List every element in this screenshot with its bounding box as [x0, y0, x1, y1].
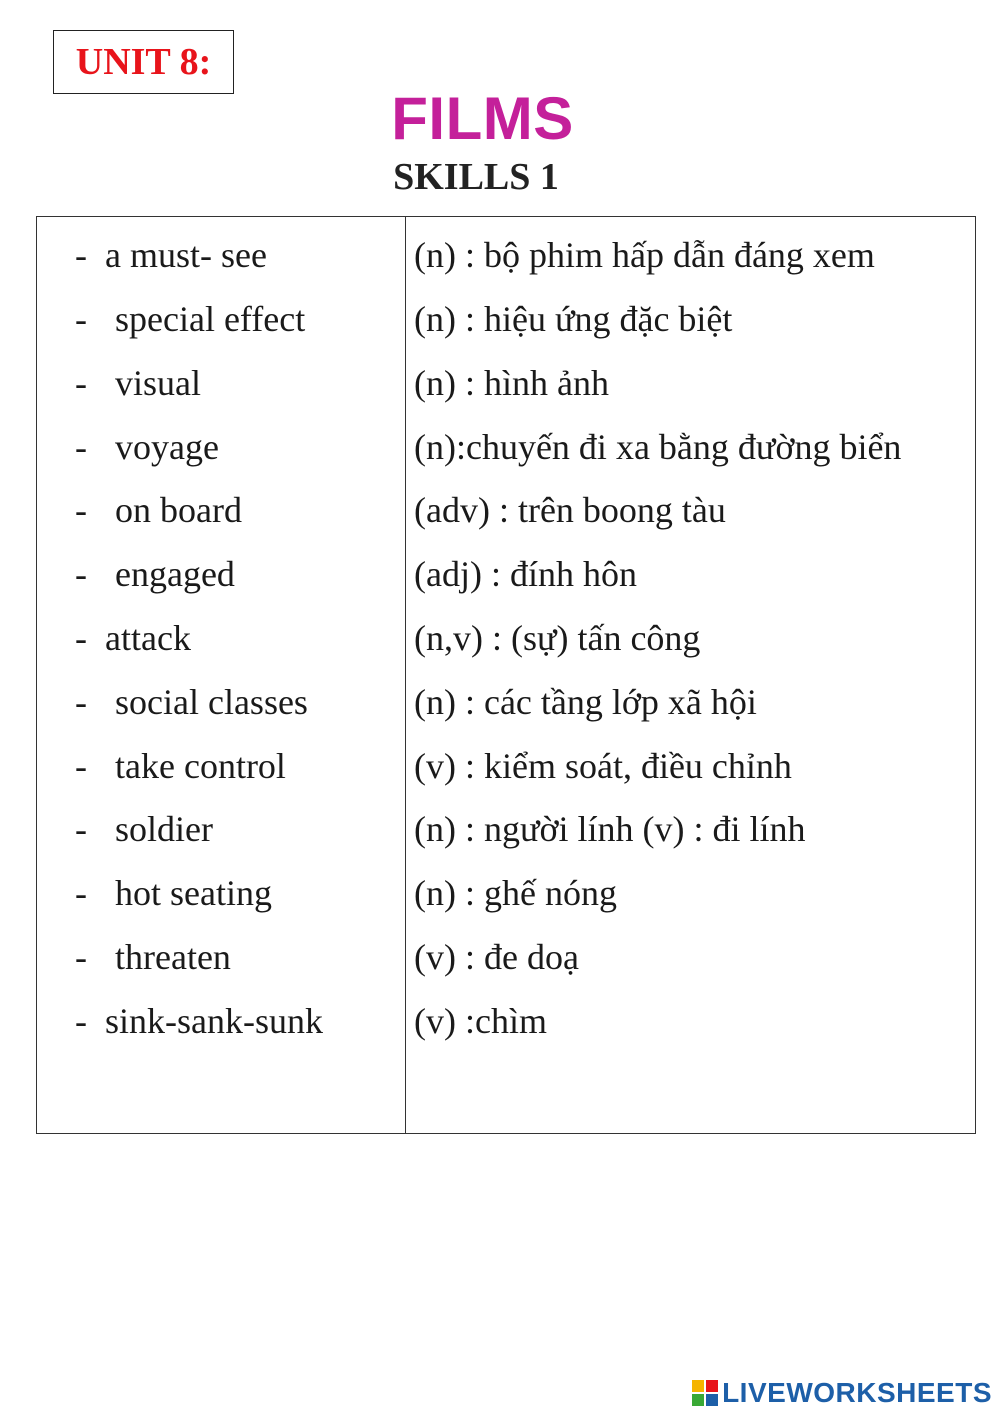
vocab-row [37, 429, 975, 493]
vocab-meaning: (v) : kiểm soát, điều chỉnh [414, 746, 792, 786]
vocab-meaning: (n) : hiệu ứng đặc biệt [414, 299, 733, 339]
vocab-meaning: (n) : ghế nóng [414, 873, 617, 913]
vocab-term: - sink-sank-sunk [75, 1001, 323, 1041]
vocab-term: - engaged [75, 554, 235, 594]
footer-brand: LIVEWORKSHEETS [722, 1377, 992, 1408]
vocab-row [37, 301, 975, 365]
vocab-row [37, 811, 975, 875]
vocab-row [37, 492, 975, 556]
vocab-term: - hot seating [75, 873, 272, 913]
vocab-meaning: (n) : hình ảnh [414, 363, 609, 403]
vocab-meaning: (n,v) : (sự) tấn công [414, 618, 701, 658]
vocab-row [37, 1003, 975, 1067]
vocab-term: - social classes [75, 682, 308, 722]
vocab-row [37, 748, 975, 812]
vocab-row [37, 237, 975, 301]
vocab-meaning: (adv) : trên boong tàu [414, 490, 726, 530]
vocab-term: - voyage [75, 427, 219, 467]
vocab-row [37, 365, 975, 429]
vocab-meaning: (v) :chìm [414, 1001, 547, 1041]
vocabulary-table [36, 216, 976, 1134]
vocab-meaning: (n) : bộ phim hấp dẫn đáng xem [414, 235, 875, 275]
vocab-row [37, 620, 975, 684]
vocab-meaning: (adj) : đính hôn [414, 554, 637, 594]
vocab-term: - special effect [75, 299, 306, 339]
vocab-row [37, 875, 975, 939]
vocab-term: - visual [75, 363, 201, 403]
liveworksheets-logo-icon [692, 1380, 718, 1406]
vocab-row [37, 939, 975, 1003]
page-subtitle: SKILLS 1 [393, 156, 559, 198]
vocab-meaning: (v) : đe doạ [414, 937, 579, 977]
vocab-row [37, 556, 975, 620]
vocab-term: - soldier [75, 809, 213, 849]
vocab-term: - attack [75, 618, 191, 658]
vocab-term: - on board [75, 490, 242, 530]
vocab-row [37, 684, 975, 748]
vocab-term: - a must- see [75, 235, 267, 275]
vocab-meaning: (n):chuyến đi xa bằng đường biển [414, 427, 902, 467]
vocab-meaning: (n) : các tầng lớp xã hội [414, 682, 757, 722]
vocab-term: - threaten [75, 937, 231, 977]
liveworksheets-footer[interactable] [692, 1376, 992, 1410]
vocab-term: - take control [75, 746, 286, 786]
unit-label: UNIT 8: [75, 41, 212, 83]
page-title: FILMS [391, 85, 574, 152]
vocab-meaning: (n) : người lính (v) : đi lính [414, 809, 806, 849]
